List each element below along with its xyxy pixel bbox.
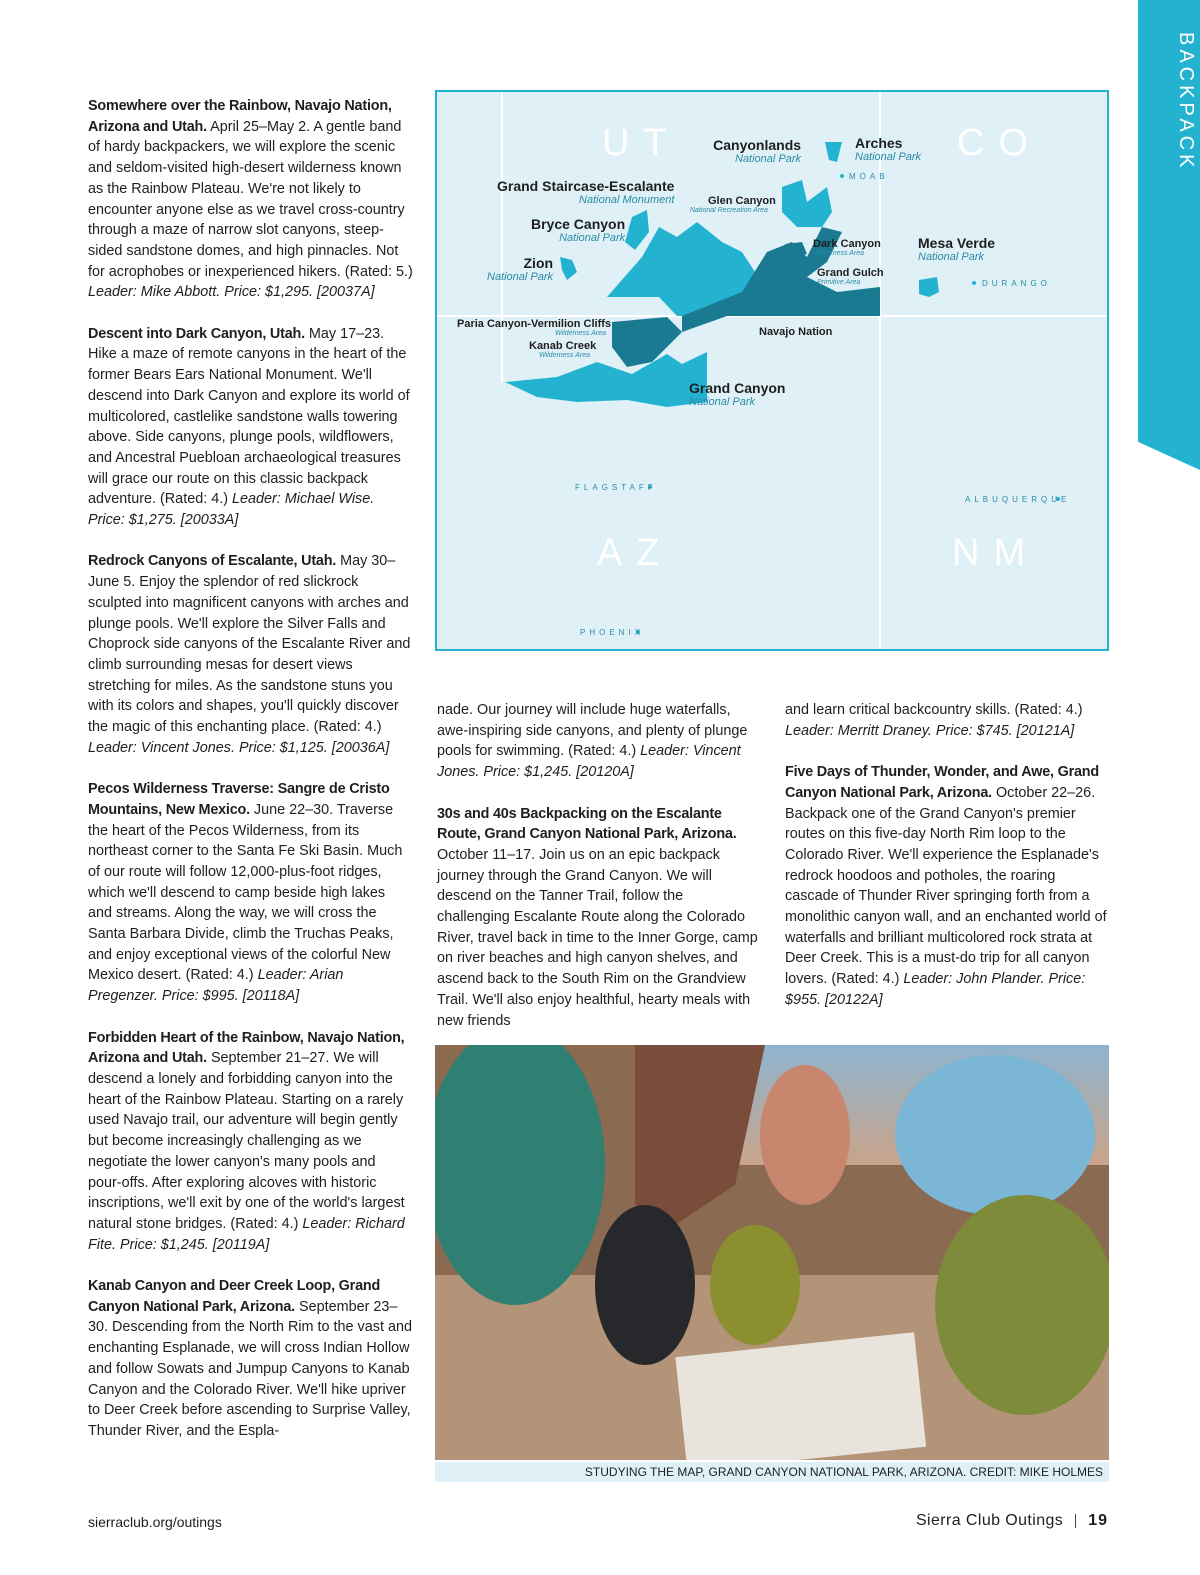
trip-leader-price: Leader: Mike Abbott. Price: $1,295. [20037A]: [88, 284, 375, 301]
mesa-verde-area: [919, 277, 939, 297]
park-name: Paria Canyon-Vermilion Cliffs: [457, 318, 612, 330]
park-label: [487, 255, 553, 283]
trip-entry: [88, 96, 413, 303]
trip-leader-price: Leader: Richard Fite. Price: $1,245. [20119A]: [88, 1215, 405, 1253]
trip-entry-continued: [785, 700, 1107, 741]
state-label: NM: [952, 532, 1040, 574]
trip-title: Descent into Dark Canyon, Utah.: [88, 325, 305, 342]
trip-entry: [785, 762, 1107, 1010]
city-label: PHOENIX: [580, 628, 645, 637]
park-type: National Park: [689, 396, 756, 408]
park-name: Canyonlands: [713, 137, 802, 153]
trip-body: May 30–June 5. Enjoy the splendor of red slickrock sculpted into magnificent canyons with arches and plunge pools. We'll explore the Silver Falls and Choprock side canyons of the Escalante River and climb surrounding mesas for desert views stretching for miles. As the sandstone stuns you with its colors and shapes, you'll quickly discover the magic of this enchanting place. (Rated: 4.): [88, 553, 411, 736]
park-label: [690, 195, 776, 214]
park-label: [918, 235, 995, 263]
trip-title: Kanab Canyon and Deer Creek Loop, Grand Canyon National Park, Arizona.: [88, 1278, 381, 1315]
trip-title: 30s and 40s Backpacking on the Escalante Route, Grand Canyon National Park, Arizona.: [437, 805, 737, 843]
state-label: AZ: [597, 532, 674, 574]
trip-entry: [88, 1028, 413, 1256]
trip-entry: [88, 551, 413, 758]
park-type: Wilderness Area: [539, 352, 591, 359]
moab-dot: [840, 174, 844, 178]
park-name: Kanab Creek: [529, 340, 597, 352]
trip-leader-price: Leader: Vincent Jones. Price: $1,245. [20120A]: [437, 743, 741, 781]
photo-illustration: [435, 1045, 1109, 1460]
footer-divider: [1075, 1514, 1076, 1528]
park-type: National Park: [918, 251, 985, 263]
park-type: National Monument: [579, 194, 675, 206]
page-number: 19: [1088, 1512, 1108, 1529]
park-type: National Park: [855, 151, 922, 163]
park-name: Grand Canyon: [689, 380, 786, 396]
photo-caption: STUDYING THE MAP, GRAND CANYON NATIONAL PARK, ARIZONA. CREDIT: MIKE HOLMES: [435, 1462, 1109, 1482]
arches-area: [825, 142, 842, 162]
trip-leader-price: Leader: Merritt Draney. Price: $745. [20121A]: [785, 722, 1075, 739]
trip-title: Pecos Wilderness Traverse: Sangre de Cristo Mountains, New Mexico.: [88, 781, 390, 818]
trip-body: June 22–30. Traverse the heart of the Pecos Wilderness, from its northeast corner to the Santa Fe Ski Basin. Much of our route will follow 12,000-plus-foot ridges, which we'll descend to camp beside high lakes and streams. Along the way, we will cross the Santa Barbara Divide, climb the Truchas Peaks, and enjoy exceptional views of the colorful New Mexico desert. (Rated: 4.): [88, 801, 403, 984]
park-label: [531, 216, 625, 244]
park-name: Glen Canyon: [708, 195, 776, 207]
canyonlands-area: [782, 180, 832, 227]
trip-entry: [88, 1276, 413, 1442]
trip-title: Redrock Canyons of Escalante, Utah.: [88, 553, 337, 570]
durango-dot: [972, 281, 976, 285]
trip-body: nade. Our journey will include huge waterfalls, awe-inspiring side canyons, and plenty of plunge pools for swimming. (Rated: 4.): [437, 702, 748, 760]
bryce-canyon-area: [625, 210, 649, 250]
trip-title: Forbidden Heart of the Rainbow, Navajo Nation, Arizona and Utah.: [88, 1029, 405, 1067]
city-label: FLAGSTAFF: [575, 483, 657, 492]
hero-photo: [435, 1045, 1109, 1460]
grand-canyon-area: [505, 352, 707, 407]
trip-entry: [88, 324, 413, 531]
park-name: Dark Canyon: [813, 238, 881, 250]
footer-folio: [916, 1512, 1108, 1530]
trip-body: October 11–17. Join us on an epic backpack journey through the Grand Canyon. We will descend on the Tanner Trail, follow the challenging Escalante Route along the Colorado River, travel back in time to the Inner Gorge, camp on river beaches and high canyon shelves, and ascend back to the South Rim on the Grandview Trail. We'll also enjoy healthful, hearty meals with new friends: [437, 846, 758, 1029]
park-name: Grand Gulch: [817, 267, 884, 279]
park-label: [457, 318, 611, 337]
trip-entry: [437, 804, 759, 1032]
publication-name: Sierra Club Outings: [915, 1512, 1064, 1529]
park-label: [529, 340, 596, 359]
park-type: National Park: [487, 271, 554, 283]
park-label: [713, 137, 801, 165]
trip-leader-price: Leader: Vincent Jones. Price: $1,125. [20036A]: [88, 739, 390, 756]
section-tab-label: BACKPACK: [1175, 32, 1197, 172]
text-column-1: [88, 96, 413, 1462]
region-map: [435, 90, 1109, 651]
city-label: ALBUQUERQUE: [965, 495, 1071, 504]
park-label: [689, 380, 785, 408]
trip-body: May 17–23. Hike a maze of remote canyons in the heart of the former Bears Ears National Monument. We'll descend into Dark Canyon and explore its world of multicolored, castlelike sandstone walls towering above. Side canyons, plunge pools, wildflowers, and Ancestral Puebloan archaeological treasures will grace our route on this classic backpack adventure. (Rated: 4.): [88, 325, 410, 508]
city-label: DURANGO: [982, 279, 1051, 288]
city-label: MOAB: [849, 172, 889, 181]
trip-body: September 23–30. Descending from the North Rim to the vast and enchanting Esplanade, we will cross Indian Hollow and follow Sowats and Jumpup Canyons to Kanab Canyon and the Colorado River. We'll hike upriver to Deer Creek before ascending to Surprise Valley, Thunder River, and the Espla-: [88, 1298, 412, 1439]
trip-leader-price: Leader: Arian Pregenzer. Price: $995. [20118A]: [88, 967, 344, 1005]
park-label: [813, 238, 881, 257]
park-type: Primitive Area: [817, 279, 861, 286]
park-name: Navajo Nation: [759, 326, 833, 338]
state-label: CO: [957, 122, 1042, 164]
park-name: Zion: [523, 255, 554, 271]
park-label: [759, 326, 832, 338]
trip-entry-continued: [437, 700, 759, 783]
footer-url[interactable]: sierraclub.org/outings: [88, 1514, 222, 1530]
trip-body: October 22–26. Backpack one of the Grand Canyon's premier routes on this five-day North Rim loop to the Colorado River. We'll experience the Esplanade's redrock hoodoos and potholes, the roaring cascade of Thunder River springing forth from a monolithic canyon wall, and an enchanted world of waterfalls and brilliant multicolored rock strata at Deer Creek. This is a must-do trip for all canyon lovers. (Rated: 4.): [785, 784, 1107, 988]
park-name: Mesa Verde: [918, 235, 996, 251]
park-label: [497, 178, 674, 206]
state-label: UT: [602, 122, 681, 164]
trip-title: Five Days of Thunder, Wonder, and Awe, Grand Canyon National Park, Arizona.: [785, 764, 1099, 801]
park-type: Wilderness Area: [555, 330, 607, 337]
park-name: Grand Staircase-Escalante: [497, 178, 675, 194]
trip-body: and learn critical backcountry skills. (Rated: 4.): [785, 702, 1083, 718]
zion-area: [560, 257, 577, 280]
trip-body: September 21–27. We will descend a lonely and forbidding canyon into the heart of the Rainbow Plateau. Starting on a rarely used Navajo trail, our adventure will begin gently but become increasingly challenging as we negotiate the lower canyon's many pools and pour-offs. After exploring alcoves with historic inscriptions, we'll exit by one of the world's largest natural stone bridges. (Rated: 4.): [88, 1050, 405, 1232]
trip-body: April 25–May 2. A gentle band of hardy backpackers, we will explore the scenic and seldom-visited high-desert wilderness known as the Rainbow Plateau. We're not likely to encounter anyone else as we travel cross-country through a maze of narrow slot canyons, steep-sided sandstone domes, and high pinnacles. Not for acrophobes or inexperienced hikers. (Rated: 5.): [88, 118, 413, 280]
park-label: [855, 135, 921, 163]
park-label: [817, 267, 884, 286]
trip-leader-price: Leader: Michael Wise. Price: $1,275. [20033A]: [88, 491, 375, 529]
trip-title: Somewhere over the Rainbow, Navajo Nation, Arizona and Utah.: [88, 98, 392, 135]
park-name: Bryce Canyon: [531, 216, 626, 232]
text-column-2: [437, 700, 759, 1052]
trip-leader-price: Leader: John Plander. Price: $955. [20122A]: [785, 971, 1086, 1008]
park-type: National Park: [735, 153, 802, 165]
trip-entry: [88, 779, 413, 1007]
park-type: National Park: [559, 232, 626, 244]
park-type: National Recreation Area: [690, 207, 768, 214]
park-type: Wilderness Area: [813, 250, 865, 257]
park-name: Arches: [855, 135, 903, 151]
text-column-3: [785, 700, 1107, 1031]
